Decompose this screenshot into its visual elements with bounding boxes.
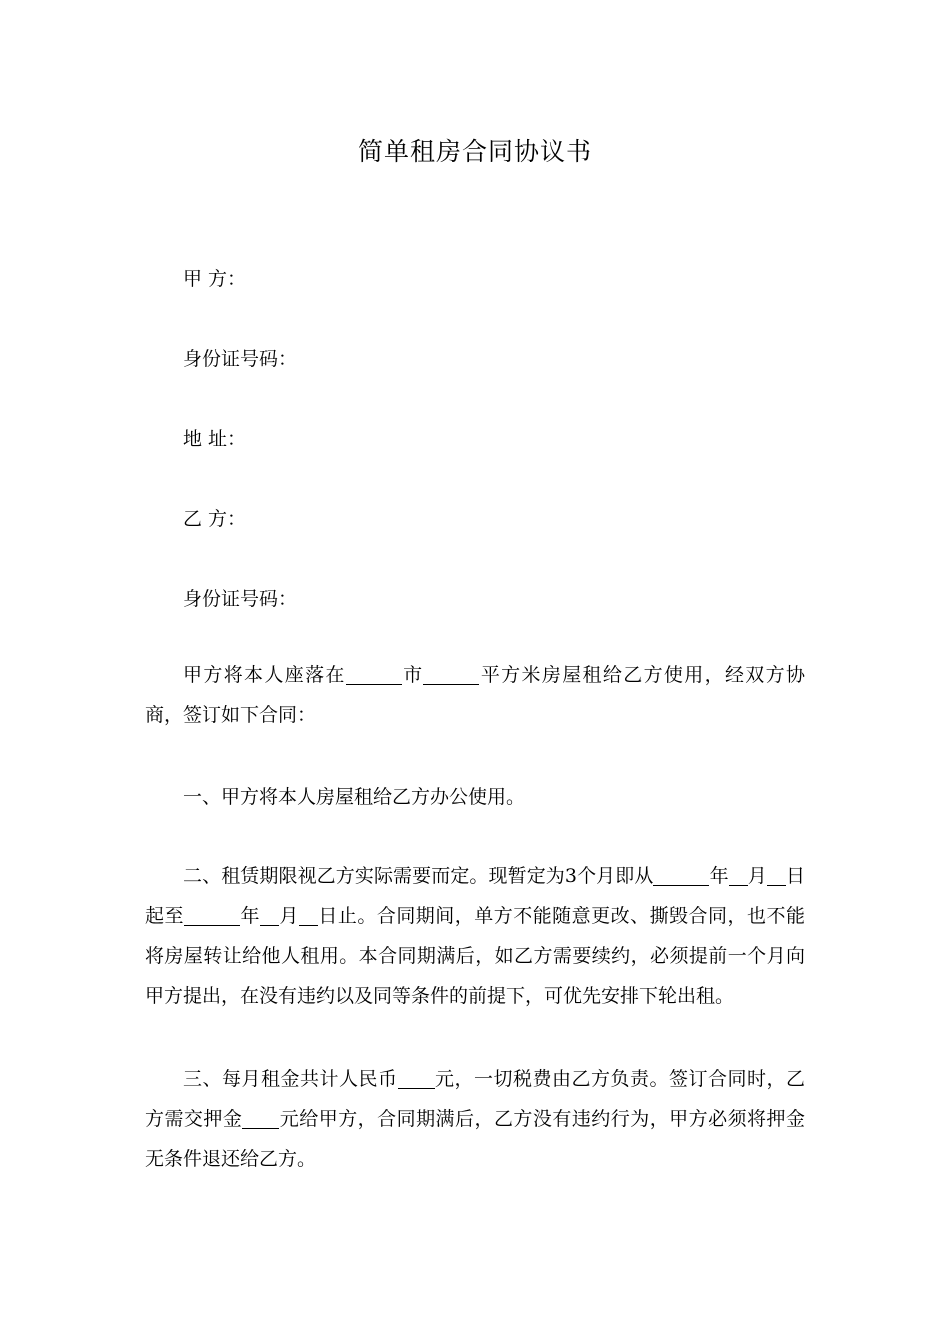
clause-2-text-6: 月 [278,905,299,927]
intro-paragraph [145,655,805,735]
clause-2-text-2: 年 [709,865,729,887]
end-month-blank [260,905,279,926]
clause-2-text-4: 日起至 [145,865,805,927]
end-day-blank [299,905,318,926]
party-b-label: 乙 方： [183,508,247,530]
start-year-blank [653,865,709,886]
address-label: 地 址： [183,428,247,450]
intro-text-3: 平方米房屋租给乙方使用，经双方协商，签订如下合同： [145,664,805,726]
clause-2 [145,856,805,1016]
clause-2-text-7: 日止。合同期间，单方不能随意更改、撕毁合同，也不能将房屋转让给他人租用。本合同期满后，如乙方需要续约，必须提前一个月向甲方提出，在没有违约以及同等条件的前提下，可优先安排下轮出租。 [145,905,805,1007]
end-year-blank [184,905,240,926]
clause-3-text-2: 元，一切税费由乙方负责。签订合同时，乙方需交押金 [145,1068,805,1130]
rent-amount-blank [398,1068,435,1089]
deposit-amount-blank [242,1108,279,1129]
clause-2-text-1: 二、租赁期限视乙方实际需要而定。现暂定为3个月即从 [183,865,654,887]
clause-3-text-1: 三、每月租金共计人民币 [183,1068,398,1090]
clause-2-text-3: 月 [747,865,767,887]
start-month-blank [729,865,748,886]
party-b-id-label: 身份证号码： [183,588,298,610]
city-blank [346,664,402,685]
area-blank [423,664,479,685]
clause-3 [145,1059,805,1179]
document-title: 简单租房合同协议书 [357,137,592,166]
intro-text-2: 市 [401,664,424,686]
party-a-label: 甲 方： [183,268,247,290]
clause-1: 一、甲方将本人房屋租给乙方办公使用。 [183,786,526,808]
clause-2-text-5: 年 [239,905,260,927]
party-a-id-label: 身份证号码： [183,348,298,370]
intro-text-1: 甲方将本人座落在 [183,664,346,686]
start-day-blank [767,865,786,886]
clause-3-text-3: 元给甲方，合同期满后，乙方没有违约行为，甲方必须将押金无条件退还给乙方。 [145,1108,805,1170]
